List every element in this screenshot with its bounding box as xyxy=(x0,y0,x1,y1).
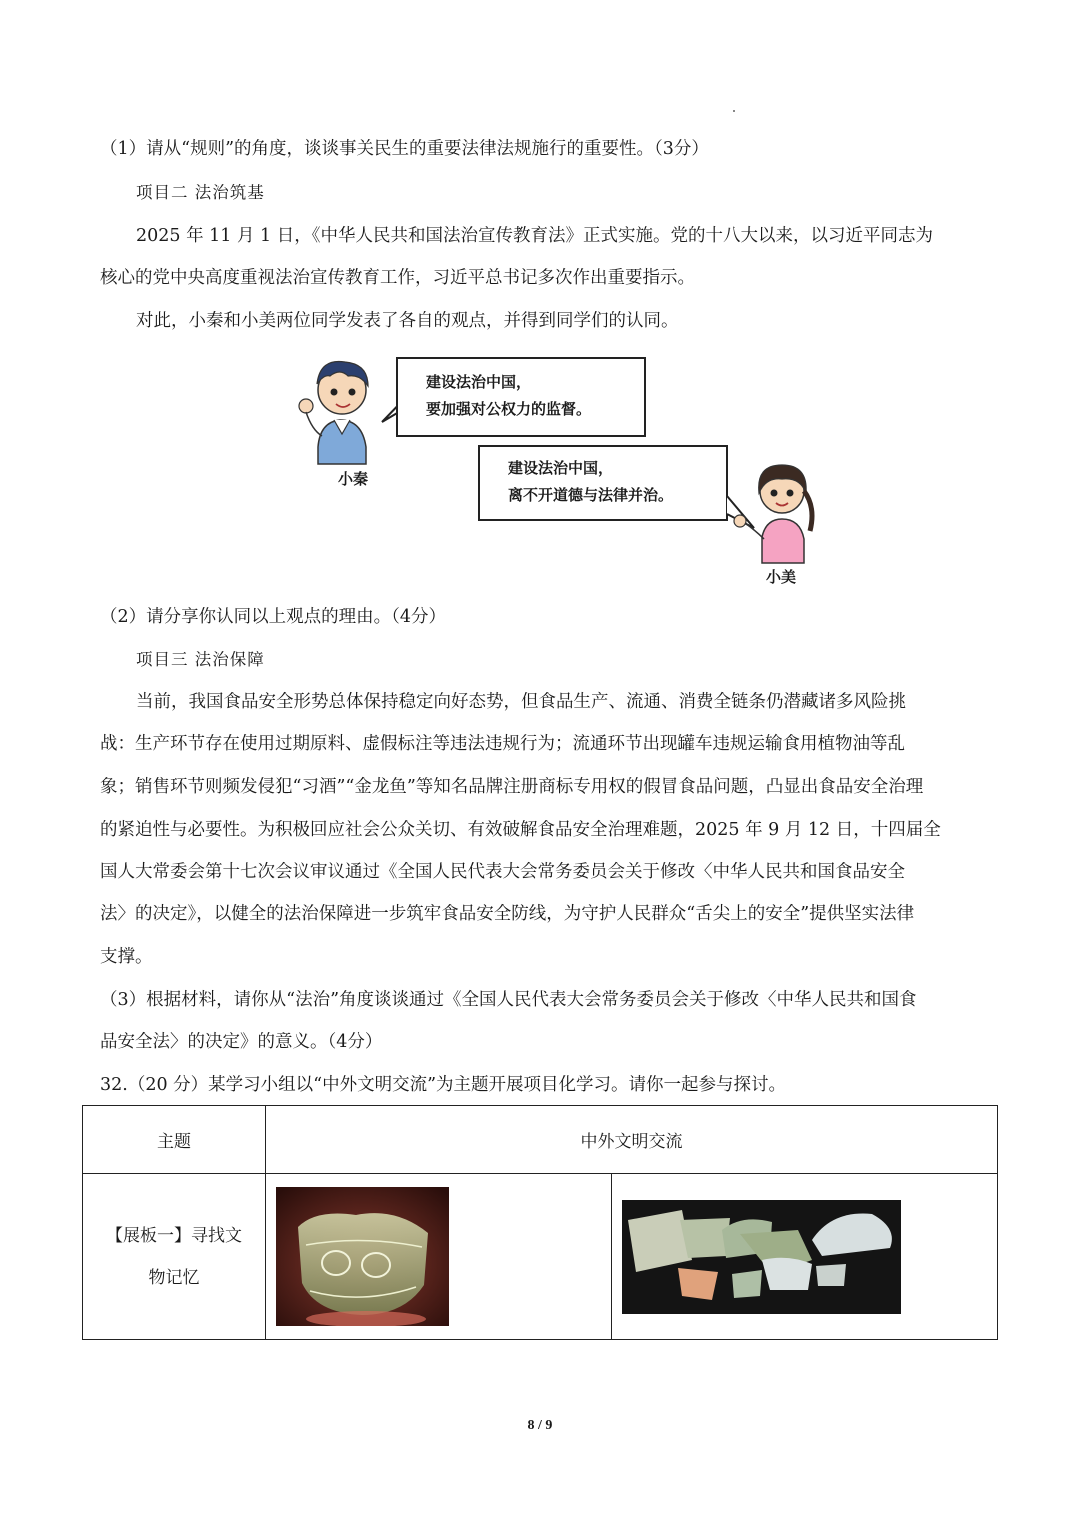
speck xyxy=(733,110,735,112)
artifact-photo-cell-1 xyxy=(266,1174,612,1340)
speech-bubble-xiaomei xyxy=(478,445,728,521)
celadon-shards-photo xyxy=(622,1200,901,1314)
exhibition-table xyxy=(82,1105,998,1340)
paragraph-3-line-1: 当前，我国食品安全形势总体保持稳定向好态势，但食品生产、流通、消费全链条仍潜藏诸多风险挑 xyxy=(136,692,906,712)
boy-figure xyxy=(290,352,390,472)
question-31-sub3-line-1: （3）根据材料，请你从“法治”角度谈谈通过《全国人民代表大会常务委员会关于修改〈中华人民共和国食 xyxy=(100,990,917,1010)
xiaomei-quote-line-2: 离不开道德与法律并治。 xyxy=(508,486,674,504)
question-31-sub2: （2）请分享你认同以上观点的理由。（4分） xyxy=(100,607,447,627)
xiaoqin-quote-line-1: 建设法治中国， xyxy=(426,373,532,391)
panel-1-label-line-2: 物记忆 xyxy=(148,1267,200,1288)
glass-bowl-fragment-photo xyxy=(276,1187,449,1326)
paragraph-3-line-6: 法〉的决定》，以健全的法治保障进一步筑牢食品安全防线，为守护人民群众“舌尖上的安全”提供坚实法律 xyxy=(100,904,915,924)
speech-bubble-xiaoqin xyxy=(396,357,646,437)
header-theme-cell: 主题 xyxy=(83,1106,266,1174)
xiaoqin-quote-line-2: 要加强对公权力的监督。 xyxy=(426,400,592,418)
project-2-title: 项目二 法治筑基 xyxy=(136,183,265,202)
header-value-cell: 中外文明交流 xyxy=(266,1106,998,1174)
paragraph-3-line-2: 战：生产环节存在使用过期原料、虚假标注等违法违规行为；流通环节出现罐车违规运输食用植物油等乱 xyxy=(100,734,905,754)
paragraph-1-line-1: 2025 年 11 月 1 日，《中华人民共和国法治宣传教育法》正式实施。党的十八大以来，以习近平同志为 xyxy=(136,226,933,246)
panel-1-label-cell xyxy=(83,1174,266,1340)
paragraph-3-line-5: 国人大常委会第十七次会议审议通过《全国人民代表大会常务委员会关于修改〈中华人民共和国食品安全 xyxy=(100,862,905,882)
question-31-sub3-line-2: 品安全法〉的决定》的意义。（4分） xyxy=(100,1032,383,1052)
xiaomei-name-label: 小美 xyxy=(766,568,797,586)
page-number: 8 / 9 xyxy=(527,1418,553,1433)
girl-figure xyxy=(720,457,820,567)
xiaomei-quote-line-1: 建设法治中国， xyxy=(508,459,614,477)
paragraph-3-line-3: 象；销售环节则频发侵犯“习酒”“金龙鱼”等知名品牌注册商标专用权的假冒食品问题，凸显出食品安全治理 xyxy=(100,777,924,797)
paragraph-1-line-2: 核心的党中央高度重视法治宣传教育工作，习近平总书记多次作出重要指示。 xyxy=(100,268,695,288)
project-3-title: 项目三 法治保障 xyxy=(136,650,265,669)
cartoon-illustration xyxy=(290,352,820,592)
xiaoqin-name-label: 小秦 xyxy=(338,470,369,488)
table-row xyxy=(83,1174,998,1340)
question-31-sub1: （1）请从“规则”的角度，谈谈事关民生的重要法律法规施行的重要性。（3分） xyxy=(100,139,709,159)
question-32-stem: 32.（20 分）某学习小组以“中外文明交流”为主题开展项目化学习。请你一起参与探讨。 xyxy=(100,1075,787,1095)
table-header-row xyxy=(83,1106,998,1174)
paragraph-3-line-4: 的紧迫性与必要性。为积极回应社会公众关切、有效破解食品安全治理难题，2025 年 9 月 12 日，十四届全 xyxy=(100,820,941,840)
paragraph-3-line-7: 支撑。 xyxy=(100,947,153,967)
paragraph-2: 对此，小秦和小美两位同学发表了各自的观点，并得到同学们的认同。 xyxy=(136,311,679,331)
panel-1-label-line-1: 【展板一】寻找文 xyxy=(106,1225,242,1246)
artifact-photo-cell-2 xyxy=(612,1174,998,1340)
